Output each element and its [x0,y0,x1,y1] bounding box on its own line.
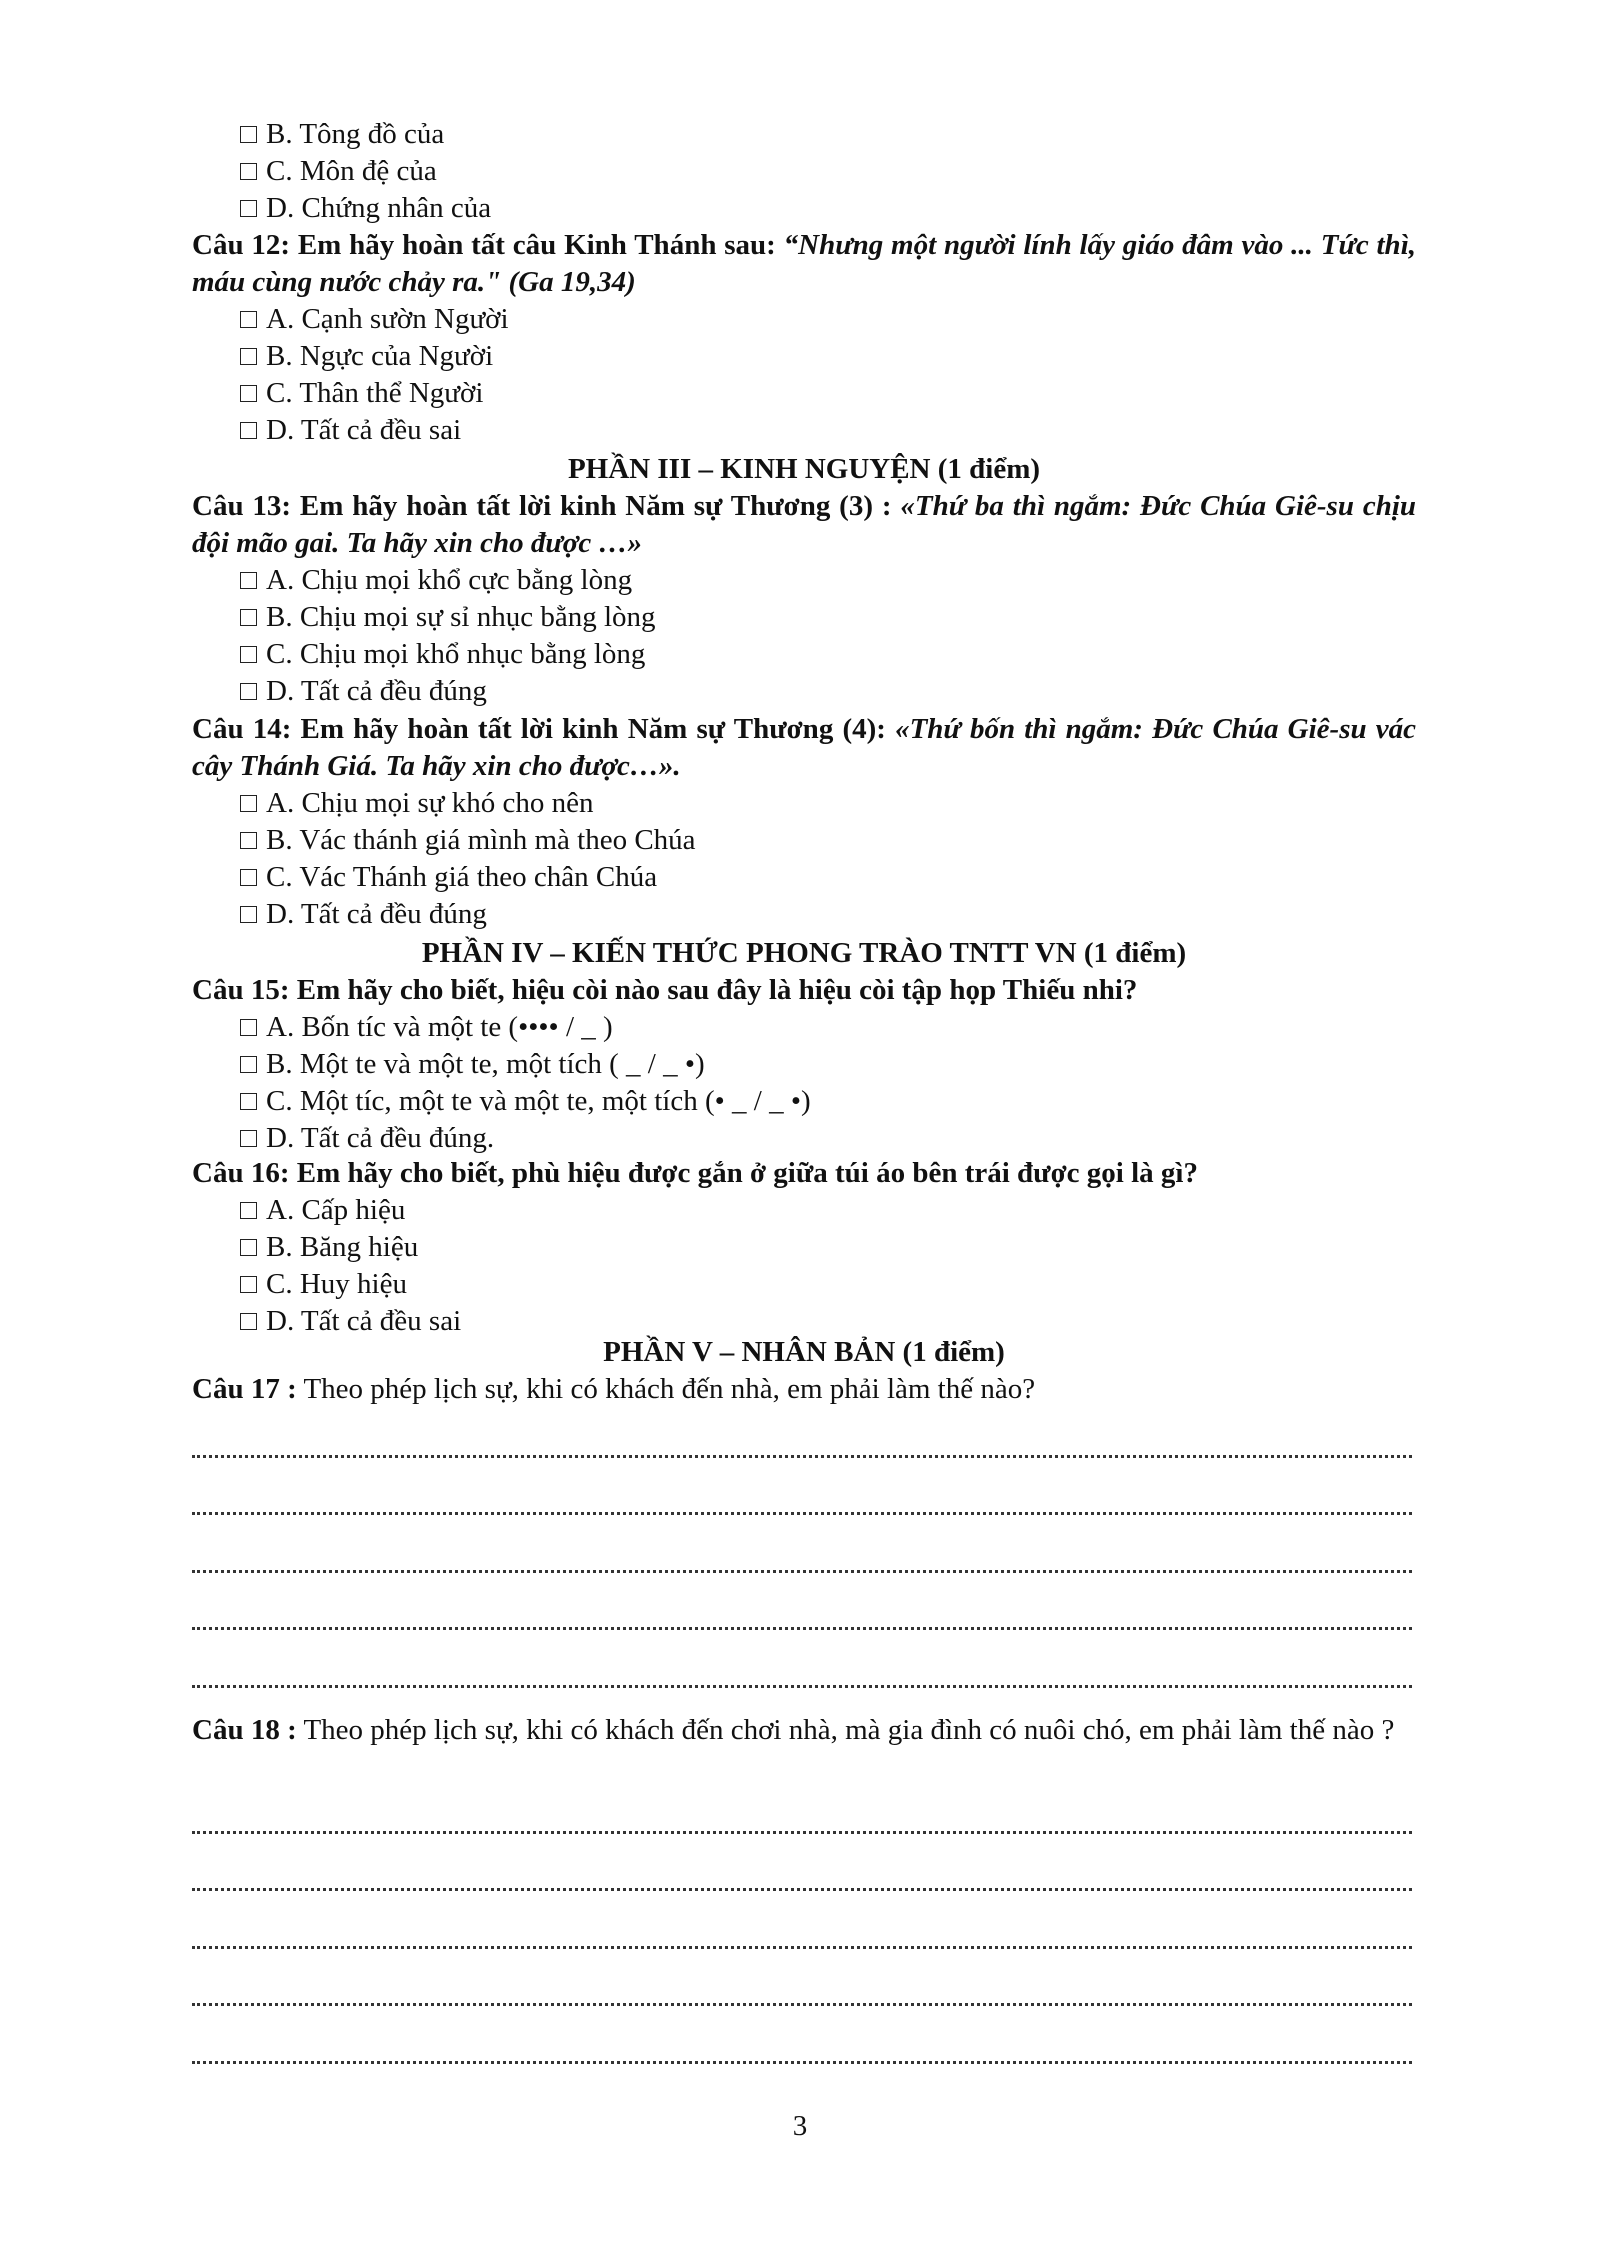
answer-line[interactable] [192,1400,1412,1458]
answer-option[interactable]: D. Tất cả đều đúng [240,896,1416,933]
answer-option[interactable]: D. Chứng nhân của [240,190,1416,227]
checkbox-icon[interactable] [240,869,257,886]
answer-line[interactable] [192,2006,1412,2064]
checkbox-icon[interactable] [240,683,257,700]
answer-option[interactable]: A. Cạnh sườn Người [240,301,1416,338]
page-number: 3 [792,2110,808,2142]
checkbox-icon[interactable] [240,1239,257,1256]
checkbox-icon[interactable] [240,348,257,365]
checkbox-icon[interactable] [240,422,257,439]
checkbox-icon[interactable] [240,200,257,217]
answer-line[interactable] [192,1891,1412,1949]
answer-option[interactable]: A. Chịu mọi khổ cực bằng lòng [240,562,1416,599]
answer-option[interactable]: A. Bốn tíc và một te (•••• / _ ) [240,1009,1416,1046]
question-text: Câu 18 : Theo phép lịch sự, khi có khách đến chơi nhà, mà gia đình có nuôi chó, em phải làm thế nào ? [192,1714,1395,1746]
q11-options [192,116,1416,227]
question-16 [192,1155,1416,1340]
answer-option[interactable]: D. Tất cả đều đúng. [240,1120,1416,1157]
answer-option[interactable]: B. Băng hiệu [240,1229,1416,1266]
checkbox-icon[interactable] [240,1313,257,1330]
section-heading: PHẦN IV – KIẾN THỨC PHONG TRÀO TNTT VN (1 điểm) [421,937,1187,969]
checkbox-icon[interactable] [240,1019,257,1036]
answer-option[interactable]: B. Chịu mọi sự sỉ nhục bằng lòng [240,599,1416,636]
answer-option[interactable]: C. Thân thể Người [240,375,1416,412]
question-13 [192,488,1416,710]
answer-line[interactable] [192,1949,1412,2007]
section-heading: PHẦN III – KINH NGUYỆN (1 điểm) [567,453,1041,485]
answer-line[interactable] [192,1630,1412,1688]
checkbox-icon[interactable] [240,1202,257,1219]
answer-option[interactable]: B. Tông đồ của [240,116,1416,153]
question-text: Câu 13: Em hãy hoàn tất lời kinh Năm sự Thương (3) : «Thứ ba thì ngắm: Đức Chúa Giê-su chịu đội mão gai. Ta hãy xin cho được …» [192,490,1417,559]
answer-line[interactable] [192,1776,1412,1834]
answer-option[interactable]: B. Ngực của Người [240,338,1416,375]
checkbox-icon[interactable] [240,126,257,143]
answer-option[interactable]: D. Tất cả đều đúng [240,673,1416,710]
checkbox-icon[interactable] [240,1130,257,1147]
question-text: Câu 12: Em hãy hoàn tất câu Kinh Thánh sau: “Nhưng một người lính lấy giáo đâm vào ... Tức thì, máu cùng nước chảy ra." (Ga 19,34) [192,229,1416,298]
answer-line[interactable] [192,1834,1412,1892]
answer-option[interactable]: B. Vác thánh giá mình mà theo Chúa [240,822,1416,859]
checkbox-icon[interactable] [240,385,257,402]
checkbox-icon[interactable] [240,906,257,923]
question-14 [192,711,1416,933]
answer-option[interactable]: D. Tất cả đều sai [240,412,1416,449]
answer-line[interactable] [192,1573,1412,1631]
question-15 [192,972,1416,1157]
answer-option[interactable]: A. Chịu mọi sự khó cho nên [240,785,1416,822]
checkbox-icon[interactable] [240,832,257,849]
answer-option[interactable]: C. Chịu mọi khổ nhục bằng lòng [240,636,1416,673]
checkbox-icon[interactable] [240,1056,257,1073]
checkbox-icon[interactable] [240,163,257,180]
answer-lines-q18[interactable] [192,1776,1412,2064]
question-12 [192,227,1416,449]
checkbox-icon[interactable] [240,795,257,812]
answer-lines-q17[interactable] [192,1400,1412,1688]
answer-option[interactable]: D. Tất cả đều sai [240,1303,1416,1340]
question-text: Câu 17 : Theo phép lịch sự, khi có khách đến nhà, em phải làm thế nào? [192,1373,1036,1405]
answer-line[interactable] [192,1458,1412,1516]
checkbox-icon[interactable] [240,311,257,328]
checkbox-icon[interactable] [240,646,257,663]
answer-option[interactable]: C. Một tíc, một te và một te, một tích (• _ / _ •) [240,1083,1416,1120]
answer-option[interactable]: A. Cấp hiệu [240,1192,1416,1229]
checkbox-icon[interactable] [240,572,257,589]
answer-option[interactable]: C. Huy hiệu [240,1266,1416,1303]
answer-option[interactable]: C. Môn đệ của [240,153,1416,190]
question-18 [192,1712,1416,1749]
section-heading: PHẦN V – NHÂN BẢN (1 điểm) [603,1336,1005,1368]
checkbox-icon[interactable] [240,1093,257,1110]
answer-option[interactable]: B. Một te và một te, một tích ( _ / _ •) [240,1046,1416,1083]
question-text: Câu 15: Em hãy cho biết, hiệu còi nào sau đây là hiệu còi tập họp Thiếu nhi? [192,974,1138,1006]
answer-line[interactable] [192,1515,1412,1573]
checkbox-icon[interactable] [240,609,257,626]
question-text: Câu 14: Em hãy hoàn tất lời kinh Năm sự Thương (4): «Thứ bốn thì ngắm: Đức Chúa Giê-su vác cây Thánh Giá. Ta hãy xin cho được…». [192,713,1417,782]
answer-option[interactable]: C. Vác Thánh giá theo chân Chúa [240,859,1416,896]
question-text: Câu 16: Em hãy cho biết, phù hiệu được gắn ở giữa túi áo bên trái được gọi là gì? [192,1157,1198,1189]
checkbox-icon[interactable] [240,1276,257,1293]
